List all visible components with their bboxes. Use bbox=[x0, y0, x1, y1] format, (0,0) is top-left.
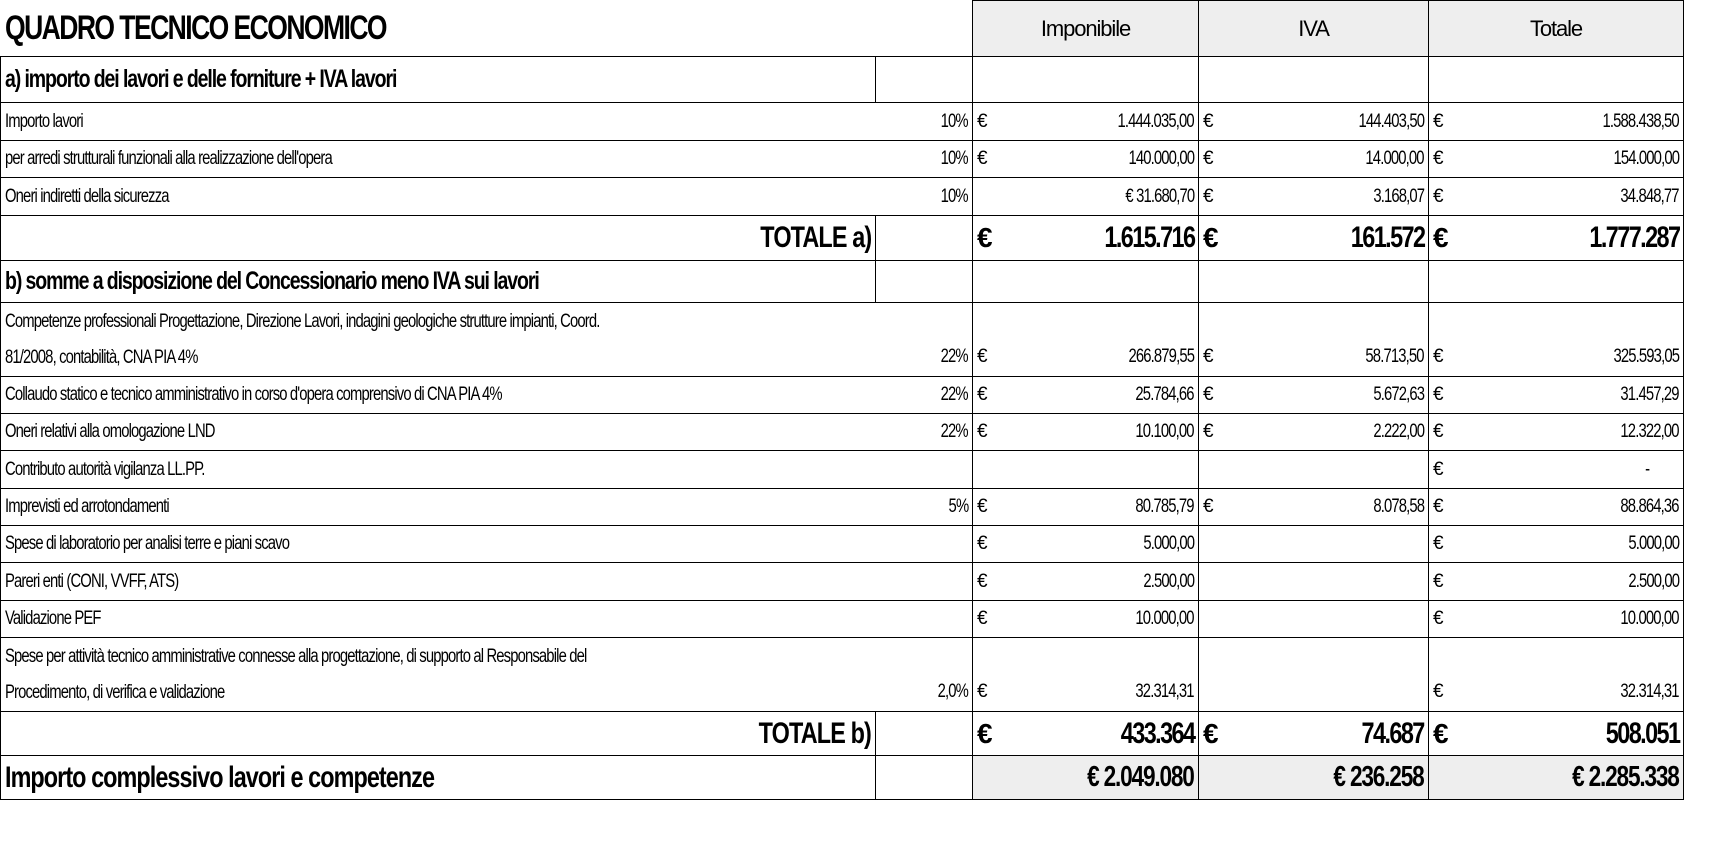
iva-value: 2.222,00 bbox=[1229, 414, 1429, 451]
totale-value: 31.457,29 bbox=[1459, 377, 1684, 414]
euro-symbol: € bbox=[973, 489, 1003, 526]
total-a-iva: 161.572 bbox=[1229, 216, 1429, 261]
euro-symbol: € bbox=[1429, 377, 1459, 414]
section-a-header-row bbox=[1, 57, 1684, 103]
row-percentage: 10% bbox=[876, 103, 973, 141]
row-label: Validazione PEF bbox=[1, 601, 876, 638]
iva-value: 58.713,50 bbox=[1229, 303, 1429, 377]
totale-value: 325.593,05 bbox=[1459, 303, 1684, 377]
euro-symbol: € bbox=[1199, 178, 1229, 216]
euro-symbol: € bbox=[973, 601, 1003, 638]
euro-symbol: € bbox=[973, 526, 1003, 563]
euro-symbol: € bbox=[1429, 216, 1459, 261]
euro-symbol: € bbox=[1199, 414, 1229, 451]
total-b-label: TOTALE b) bbox=[1, 712, 876, 756]
euro-symbol: € bbox=[1429, 451, 1459, 489]
row-label: Importo lavori bbox=[1, 103, 876, 141]
grand-total-label: Importo complessivo lavori e competenze bbox=[1, 756, 876, 800]
table-row bbox=[1, 526, 1684, 563]
table-row bbox=[1, 563, 1684, 601]
euro-symbol: € bbox=[1199, 141, 1229, 178]
column-header-imponibile: Imponibile bbox=[973, 1, 1199, 57]
euro-symbol: € bbox=[1199, 489, 1229, 526]
iva-value: 5.672,63 bbox=[1229, 377, 1429, 414]
euro-symbol: € bbox=[973, 414, 1003, 451]
grand-total-imponibile: € 2.049.080 bbox=[973, 756, 1199, 800]
grand-total-iva: € 236.258 bbox=[1199, 756, 1429, 800]
imponibile-value: € 31.680,70 bbox=[973, 178, 1199, 216]
euro-symbol: € bbox=[1199, 303, 1229, 377]
total-a-row bbox=[1, 216, 1684, 261]
euro-symbol: € bbox=[1429, 489, 1459, 526]
euro-symbol: € bbox=[973, 103, 1003, 141]
row-percentage: 10% bbox=[876, 141, 973, 178]
row-label: Oneri indiretti della sicurezza bbox=[1, 178, 876, 216]
section-b-header-row bbox=[1, 261, 1684, 303]
totale-value: 2.500,00 bbox=[1459, 563, 1684, 601]
total-b-iva: 74.687 bbox=[1229, 712, 1429, 756]
euro-symbol: € bbox=[973, 377, 1003, 414]
euro-symbol: € bbox=[973, 303, 1003, 377]
euro-symbol: € bbox=[1199, 377, 1229, 414]
euro-symbol: € bbox=[1429, 103, 1459, 141]
totale-value: - bbox=[1459, 451, 1684, 489]
total-b-totale: 508.051 bbox=[1459, 712, 1684, 756]
iva-value: 144.403,50 bbox=[1229, 103, 1429, 141]
euro-symbol: € bbox=[1429, 526, 1459, 563]
imponibile-value: 32.314,31 bbox=[1003, 638, 1199, 712]
column-header-iva: IVA bbox=[1199, 1, 1429, 57]
table-row bbox=[1, 489, 1684, 526]
imponibile-value: 5.000,00 bbox=[1003, 526, 1199, 563]
totale-value: 154.000,00 bbox=[1459, 141, 1684, 178]
grand-total-row bbox=[1, 756, 1684, 800]
euro-symbol: € bbox=[973, 216, 1003, 261]
table-row bbox=[1, 103, 1684, 141]
euro-symbol: € bbox=[1429, 563, 1459, 601]
table-row bbox=[1, 638, 1684, 712]
row-label: Spese di laboratorio per analisi terre e piani scavo bbox=[1, 526, 876, 563]
euro-symbol: € bbox=[973, 712, 1003, 756]
imponibile-value: 1.444.035,00 bbox=[1003, 103, 1199, 141]
totale-value: 12.322,00 bbox=[1459, 414, 1684, 451]
iva-value: 3.168,07 bbox=[1229, 178, 1429, 216]
total-b-row bbox=[1, 712, 1684, 756]
iva-value: 8.078,58 bbox=[1229, 489, 1429, 526]
euro-symbol: € bbox=[1429, 601, 1459, 638]
row-label: Collaudo statico e tecnico amministrativo in corso d'opera comprensivo di CNA PIA 4% bbox=[1, 377, 876, 414]
section-b-title: b) somme a disposizione del Concessionario meno IVA sui lavori bbox=[1, 261, 876, 303]
grand-total-totale: € 2.285.338 bbox=[1429, 756, 1684, 800]
euro-symbol: € bbox=[1429, 178, 1459, 216]
euro-symbol: € bbox=[973, 638, 1003, 712]
row-percentage: 2,0% bbox=[876, 638, 973, 712]
row-label: Competenze professionali Progettazione, Direzione Lavori, indagini geologiche strutture impianti, Coord. 81/2008, contabilità, CNA PIA 4% bbox=[1, 303, 876, 377]
euro-symbol: € bbox=[1199, 216, 1229, 261]
imponibile-value: 2.500,00 bbox=[1003, 563, 1199, 601]
euro-symbol: € bbox=[1199, 103, 1229, 141]
total-a-label: TOTALE a) bbox=[1, 216, 876, 261]
table-row bbox=[1, 141, 1684, 178]
totale-value: 88.864,36 bbox=[1459, 489, 1684, 526]
table-row bbox=[1, 414, 1684, 451]
euro-symbol: € bbox=[973, 563, 1003, 601]
total-a-imponibile: 1.615.716 bbox=[1003, 216, 1199, 261]
euro-symbol: € bbox=[1429, 141, 1459, 178]
total-b-imponibile: 433.364 bbox=[1003, 712, 1199, 756]
euro-symbol: € bbox=[973, 141, 1003, 178]
table-row bbox=[1, 601, 1684, 638]
row-percentage: 5% bbox=[876, 489, 973, 526]
euro-symbol: € bbox=[1429, 303, 1459, 377]
imponibile-value: 140.000,00 bbox=[1003, 141, 1199, 178]
imponibile-value: 10.000,00 bbox=[1003, 601, 1199, 638]
euro-symbol: € bbox=[1429, 414, 1459, 451]
imponibile-value: 10.100,00 bbox=[1003, 414, 1199, 451]
table-row bbox=[1, 178, 1684, 216]
iva-value: 14.000,00 bbox=[1229, 141, 1429, 178]
row-label: Pareri enti (CONI, VVFF, ATS) bbox=[1, 563, 876, 601]
row-percentage: 22% bbox=[876, 377, 973, 414]
imponibile-value: 80.785,79 bbox=[1003, 489, 1199, 526]
imponibile-value: 25.784,66 bbox=[1003, 377, 1199, 414]
header-row bbox=[1, 1, 1684, 57]
row-label: Spese per attività tecnico amministrative connesse alla progettazione, di supporto al Responsabile del Procedimento, di verifica e validazione bbox=[1, 638, 876, 712]
total-a-totale: 1.777.287 bbox=[1459, 216, 1684, 261]
page-title: QUADRO TECNICO ECONOMICO bbox=[1, 1, 973, 57]
table-row bbox=[1, 377, 1684, 414]
totale-value: 10.000,00 bbox=[1459, 601, 1684, 638]
euro-symbol: € bbox=[1429, 638, 1459, 712]
row-label: per arredi strutturali funzionali alla realizzazione dell'opera bbox=[1, 141, 876, 178]
totale-value: 5.000,00 bbox=[1459, 526, 1684, 563]
totale-value: 1.588.438,50 bbox=[1459, 103, 1684, 141]
row-label: Imprevisti ed arrotondamenti bbox=[1, 489, 876, 526]
imponibile-value: 266.879,55 bbox=[1003, 303, 1199, 377]
row-label: Oneri relativi alla omologazione LND bbox=[1, 414, 876, 451]
row-percentage: 10% bbox=[876, 178, 973, 216]
euro-symbol: € bbox=[1199, 712, 1229, 756]
row-percentage: 22% bbox=[876, 414, 973, 451]
column-header-totale: Totale bbox=[1429, 1, 1684, 57]
section-a-title: a) importo dei lavori e delle forniture + IVA lavori bbox=[1, 57, 876, 103]
row-label: Contributo autorità vigilanza LL.PP. bbox=[1, 451, 876, 489]
table-row bbox=[1, 451, 1684, 489]
row-percentage: 22% bbox=[876, 303, 973, 377]
totale-value: 32.314,31 bbox=[1459, 638, 1684, 712]
table-row bbox=[1, 303, 1684, 377]
totale-value: 34.848,77 bbox=[1459, 178, 1684, 216]
euro-symbol: € bbox=[1429, 712, 1459, 756]
